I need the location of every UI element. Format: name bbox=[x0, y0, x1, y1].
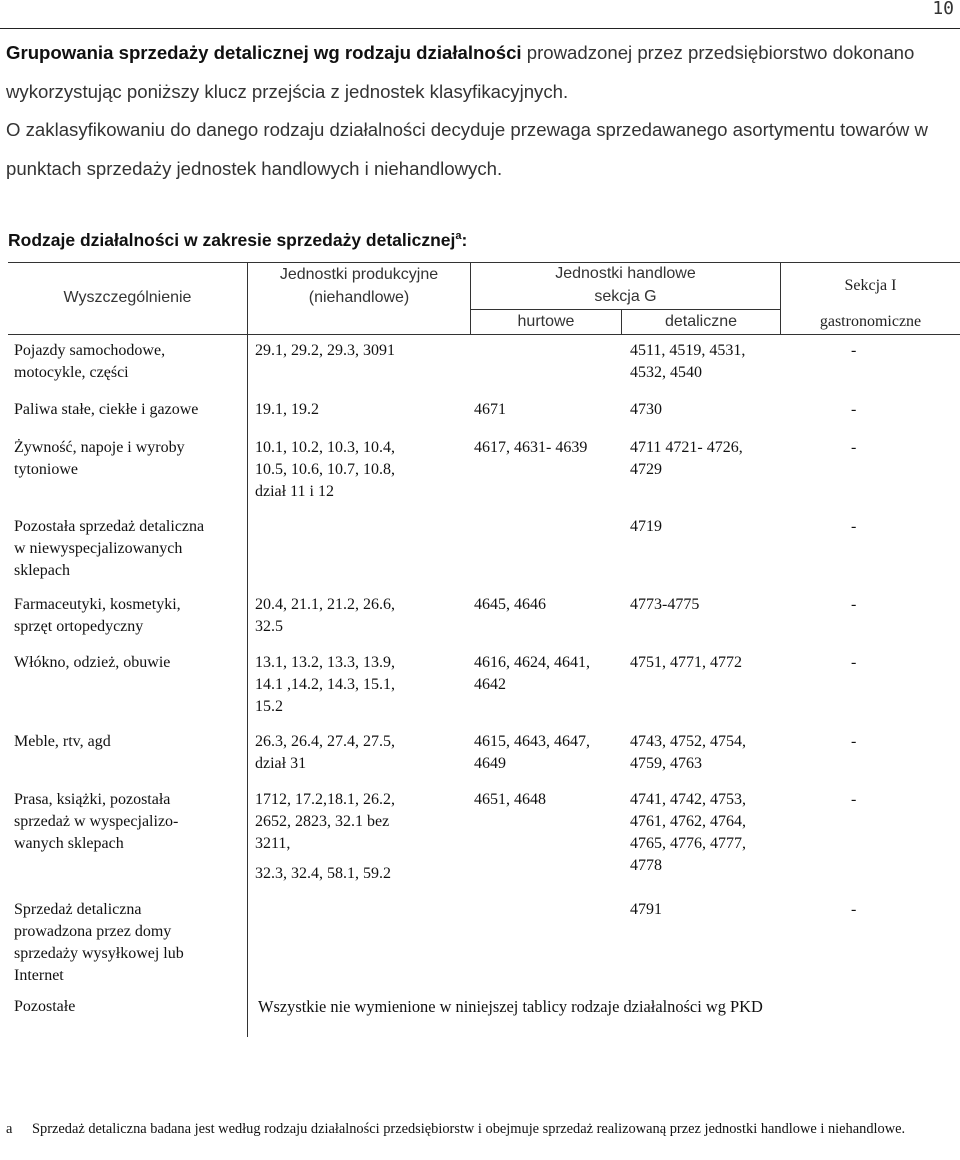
header-produkcyjne-line1: Jednostki produkcyjne bbox=[279, 266, 439, 283]
table-cell-hurt: 4616, 4624, 4641, bbox=[474, 654, 590, 671]
table-cell-name: w niewyspecjalizowanych bbox=[14, 540, 183, 557]
table-cell-gastro: - bbox=[851, 733, 857, 750]
table-cell-det: 4765, 4776, 4777, bbox=[630, 835, 746, 852]
table-cell-prod: 20.4, 21.1, 21.2, 26.6, bbox=[255, 596, 395, 613]
column-divider bbox=[247, 262, 248, 1037]
table-cell-gastro: - bbox=[851, 901, 857, 918]
table-cell-hurt: 4649 bbox=[474, 755, 506, 772]
table-cell-det: 4730 bbox=[630, 401, 662, 418]
table-cell-det: 4711 4721- 4726, bbox=[630, 439, 743, 456]
table-cell-name: wanych sklepach bbox=[14, 835, 124, 852]
table-cell-name: Paliwa stałe, ciekłe i gazowe bbox=[14, 401, 199, 418]
table-cell-prod: 32.5 bbox=[255, 618, 283, 635]
table-cell-hurt: 4642 bbox=[474, 676, 506, 693]
table-cell-gastro: - bbox=[851, 596, 857, 613]
sekcja-g-rule bbox=[470, 309, 780, 310]
table-cell-name: Meble, rtv, agd bbox=[14, 733, 111, 750]
table-heading-colon: : bbox=[461, 230, 468, 250]
table-cell-det: 4729 bbox=[630, 461, 662, 478]
table-cell-prod: 32.3, 32.4, 58.1, 59.2 bbox=[255, 865, 391, 882]
table-cell-prod: 13.1, 13.2, 13.3, 13.9, bbox=[255, 654, 395, 671]
footnote-text: Sprzedaż detaliczna badana jest według rodzaju działalności przedsiębiorstw i obejmuje sprzedaż realizowaną przez jednostki handlowe i niehandlowe. bbox=[32, 1121, 906, 1137]
table-cell-name: sprzedaż w wyspecjalizo- bbox=[14, 813, 179, 830]
table-cell-name: Pojazdy samochodowe, bbox=[14, 342, 166, 359]
intro-text-2: O zaklasyfikowaniu do danego rodzaju działalności decyduje przewaga sprzedawanego asortymentu towarów w punktach sprzedaży jednostek handlowych i niehandlowych. bbox=[6, 119, 928, 179]
table-cell-name: sprzęt ortopedyczny bbox=[14, 618, 144, 635]
table-cell-prod: 29.1, 29.2, 29.3, 3091 bbox=[255, 342, 395, 359]
table-cell-det: 4719 bbox=[630, 518, 662, 535]
intro-bold-lead: Grupowania sprzedaży detalicznej wg rodzaju działalności bbox=[6, 42, 522, 63]
intro-text-1: prowadzonej przez przedsiębiorstwo dokonano wykorzystując poniższy klucz przejścia z jednostek klasyfikacyjnych. bbox=[6, 42, 915, 102]
footnote-mark: a bbox=[6, 1121, 13, 1137]
table-cell-name: sklepach bbox=[14, 562, 70, 579]
table-heading-footnote-mark: a bbox=[455, 230, 462, 243]
table-cell-name: Włókno, odzież, obuwie bbox=[14, 654, 171, 671]
table-cell-prod: 19.1, 19.2 bbox=[255, 401, 319, 418]
header-handlowe: Jednostki handlowe bbox=[555, 265, 696, 282]
table-cell-det: 4511, 4519, 4531, bbox=[630, 342, 746, 359]
table-cell-name: prowadzona przez domy bbox=[14, 923, 172, 940]
table-cell-det: 4743, 4752, 4754, bbox=[630, 733, 746, 750]
header-hurtowe: hurtowe bbox=[517, 313, 575, 330]
table-cell-name: motocykle, części bbox=[14, 364, 129, 381]
header-wyszczegolnienie: Wyszczególnienie bbox=[63, 289, 192, 306]
table-cell-span_text: Wszystkie nie wymienione w niniejszej tablicy rodzaje działalności wg PKD bbox=[258, 997, 763, 1016]
table-cell-prod: 15.2 bbox=[255, 698, 283, 715]
table-cell-gastro: - bbox=[851, 791, 857, 808]
table-cell-hurt: 4617, 4631- 4639 bbox=[474, 439, 588, 456]
table-cell-gastro: - bbox=[851, 439, 857, 456]
page-number: 10 bbox=[932, 0, 954, 19]
table-cell-det: 4741, 4742, 4753, bbox=[630, 791, 746, 808]
table-cell-det: 4791 bbox=[630, 901, 662, 918]
table-cell-prod: dział 11 i 12 bbox=[255, 483, 334, 500]
header-bottom-rule bbox=[8, 334, 960, 335]
table-cell-name: Farmaceutyki, kosmetyki, bbox=[14, 596, 181, 613]
footnote bbox=[6, 1114, 956, 1144]
table-cell-det: 4532, 4540 bbox=[630, 364, 702, 381]
table-cell-name: sprzedaży wysyłkowej lub bbox=[14, 945, 184, 962]
table-cell-name: Pozostała sprzedaż detaliczna bbox=[14, 518, 205, 535]
table-cell-det: 4778 bbox=[630, 857, 662, 874]
table-cell-det: 4773-4775 bbox=[630, 596, 700, 613]
table-cell-gastro: - bbox=[851, 401, 857, 418]
table-cell-prod: dział 31 bbox=[255, 755, 307, 772]
table-cell-prod: 2652, 2823, 32.1 bez bbox=[255, 813, 390, 830]
table-cell-prod: 3211, bbox=[255, 835, 291, 852]
table-cell-name: Sprzedaż detaliczna bbox=[14, 901, 142, 918]
header-sekcja-g: sekcja G bbox=[594, 288, 657, 305]
table-cell-prod: 10.1, 10.2, 10.3, 10.4, bbox=[255, 439, 395, 456]
table-heading bbox=[8, 230, 467, 251]
header-produkcyjne-line2: (niehandlowe) bbox=[308, 289, 410, 306]
table-cell-name: Internet bbox=[14, 967, 64, 984]
header-rule bbox=[0, 28, 960, 29]
intro-paragraph bbox=[6, 34, 956, 188]
table-cell-prod: 10.5, 10.6, 10.7, 10.8, bbox=[255, 461, 395, 478]
table-cell-hurt: 4651, 4648 bbox=[474, 791, 546, 808]
table-cell-prod: 14.1 ,14.2, 14.3, 15.1, bbox=[255, 676, 395, 693]
table-cell-name: Prasa, książki, pozostała bbox=[14, 791, 171, 808]
header-detaliczne: detaliczne bbox=[664, 313, 738, 330]
table-cell-hurt: 4671 bbox=[474, 401, 506, 418]
table-cell-gastro: - bbox=[851, 654, 857, 671]
table-cell-det: 4751, 4771, 4772 bbox=[630, 654, 742, 671]
table-cell-det: 4759, 4763 bbox=[630, 755, 702, 772]
table-heading-text: Rodzaje działalności w zakresie sprzedaży detalicznej bbox=[8, 230, 456, 250]
table-cell-hurt: 4615, 4643, 4647, bbox=[474, 733, 590, 750]
table-cell-hurt: 4645, 4646 bbox=[474, 596, 546, 613]
header-sekcja-i: Sekcja I bbox=[844, 277, 897, 294]
header-gastronomiczne: gastronomiczne bbox=[819, 313, 922, 330]
table-cell-name: Żywność, napoje i wyroby bbox=[14, 439, 185, 456]
table-cell-det: 4761, 4762, 4764, bbox=[630, 813, 746, 830]
table-cell-prod: 26.3, 26.4, 27.4, 27.5, bbox=[255, 733, 395, 750]
table-cell-gastro: - bbox=[851, 342, 857, 359]
table-cell-name: Pozostałe bbox=[14, 998, 76, 1015]
table-cell-gastro: - bbox=[851, 518, 857, 535]
table-cell-name: tytoniowe bbox=[14, 461, 78, 478]
table-cell-prod: 1712, 17.2,18.1, 26.2, bbox=[255, 791, 395, 808]
